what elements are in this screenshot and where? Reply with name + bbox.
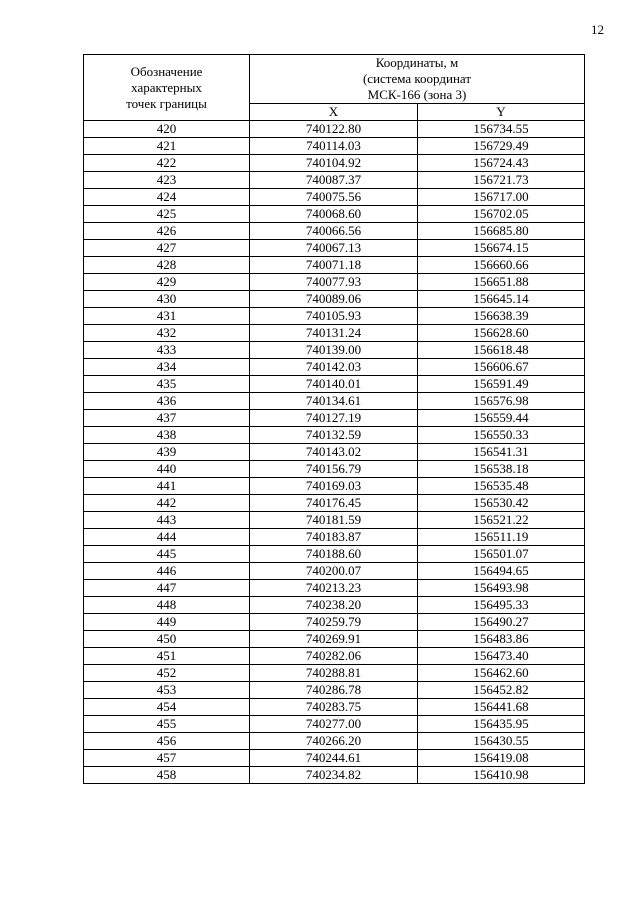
- x-coordinate-cell: 740142.03: [250, 359, 418, 376]
- y-coordinate-cell: 156628.60: [418, 325, 585, 342]
- x-coordinate-cell: 740288.81: [250, 665, 418, 682]
- table-row: [84, 342, 585, 359]
- x-coordinate-cell: 740067.13: [250, 240, 418, 257]
- x-coordinate-cell: 740127.19: [250, 410, 418, 427]
- y-coordinate-cell: 156576.98: [418, 393, 585, 410]
- point-number-cell: 447: [84, 580, 250, 597]
- y-column-header: Y: [418, 104, 585, 121]
- table-row: [84, 325, 585, 342]
- x-coordinate-cell: 740122.80: [250, 121, 418, 138]
- y-coordinate-cell: 156717.00: [418, 189, 585, 206]
- table-row: [84, 563, 585, 580]
- y-coordinate-cell: 156511.19: [418, 529, 585, 546]
- y-coordinate-cell: 156541.31: [418, 444, 585, 461]
- table-row: [84, 614, 585, 631]
- y-coordinate-cell: 156435.95: [418, 716, 585, 733]
- table-row: [84, 444, 585, 461]
- y-coordinate-cell: 156618.48: [418, 342, 585, 359]
- x-coordinate-cell: 740087.37: [250, 172, 418, 189]
- x-coordinate-cell: 740105.93: [250, 308, 418, 325]
- table-row: [84, 767, 585, 784]
- y-coordinate-cell: 156538.18: [418, 461, 585, 478]
- point-number-cell: 451: [84, 648, 250, 665]
- point-number-cell: 423: [84, 172, 250, 189]
- y-coordinate-cell: 156493.98: [418, 580, 585, 597]
- y-coordinate-cell: 156490.27: [418, 614, 585, 631]
- x-coordinate-cell: 740200.07: [250, 563, 418, 580]
- y-coordinate-cell: 156734.55: [418, 121, 585, 138]
- y-coordinate-cell: 156559.44: [418, 410, 585, 427]
- point-number-cell: 429: [84, 274, 250, 291]
- point-number-cell: 441: [84, 478, 250, 495]
- x-coordinate-cell: 740068.60: [250, 206, 418, 223]
- y-coordinate-cell: 156550.33: [418, 427, 585, 444]
- table-row: [84, 461, 585, 478]
- table-row: [84, 172, 585, 189]
- x-column-header: X: [250, 104, 418, 121]
- x-coordinate-cell: 740134.61: [250, 393, 418, 410]
- table-row: [84, 274, 585, 291]
- x-coordinate-cell: 740176.45: [250, 495, 418, 512]
- point-number-cell: 454: [84, 699, 250, 716]
- table-row: [84, 359, 585, 376]
- coords-label-line: Координаты, м: [375, 55, 459, 70]
- coordinates-table: [83, 54, 585, 784]
- y-coordinate-cell: 156462.60: [418, 665, 585, 682]
- point-number-cell: 430: [84, 291, 250, 308]
- point-number-cell: 435: [84, 376, 250, 393]
- point-number-cell: 436: [84, 393, 250, 410]
- table-row: [84, 121, 585, 138]
- point-number-cell: 432: [84, 325, 250, 342]
- point-number-cell: 434: [84, 359, 250, 376]
- header-row: [84, 55, 585, 104]
- point-number-cell: 445: [84, 546, 250, 563]
- x-coordinate-cell: 740132.59: [250, 427, 418, 444]
- y-coordinate-cell: 156452.82: [418, 682, 585, 699]
- x-coordinate-cell: 740077.93: [250, 274, 418, 291]
- x-coordinate-cell: 740156.79: [250, 461, 418, 478]
- x-coordinate-cell: 740244.61: [250, 750, 418, 767]
- x-coordinate-cell: 740286.78: [250, 682, 418, 699]
- y-coordinate-cell: 156501.07: [418, 546, 585, 563]
- y-coordinate-cell: 156495.33: [418, 597, 585, 614]
- y-coordinate-cell: 156724.43: [418, 155, 585, 172]
- y-coordinate-cell: 156638.39: [418, 308, 585, 325]
- table-row: [84, 597, 585, 614]
- point-number-cell: 458: [84, 767, 250, 784]
- coords-label-line: (система координат: [362, 71, 472, 86]
- table-row: [84, 631, 585, 648]
- point-number-cell: 457: [84, 750, 250, 767]
- y-coordinate-cell: 156702.05: [418, 206, 585, 223]
- x-coordinate-cell: 740140.01: [250, 376, 418, 393]
- x-coordinate-cell: 740269.91: [250, 631, 418, 648]
- point-number-cell: 425: [84, 206, 250, 223]
- point-number-cell: 424: [84, 189, 250, 206]
- table-row: [84, 478, 585, 495]
- table-row: [84, 393, 585, 410]
- table-row: [84, 495, 585, 512]
- y-coordinate-cell: 156473.40: [418, 648, 585, 665]
- x-coordinate-cell: 740266.20: [250, 733, 418, 750]
- x-coordinate-cell: 740169.03: [250, 478, 418, 495]
- table-row: [84, 427, 585, 444]
- table-row: [84, 716, 585, 733]
- point-number-cell: 449: [84, 614, 250, 631]
- point-number-cell: 448: [84, 597, 250, 614]
- x-coordinate-cell: 740089.06: [250, 291, 418, 308]
- point-number-cell: 439: [84, 444, 250, 461]
- point-label-line: точек границы: [126, 95, 207, 111]
- x-coordinate-cell: 740104.92: [250, 155, 418, 172]
- table-row: [84, 257, 585, 274]
- table-row: [84, 580, 585, 597]
- point-number-cell: 433: [84, 342, 250, 359]
- y-coordinate-cell: 156530.42: [418, 495, 585, 512]
- x-coordinate-cell: 740283.75: [250, 699, 418, 716]
- coordinates-header: [250, 55, 585, 104]
- y-coordinate-cell: 156645.14: [418, 291, 585, 308]
- point-number-cell: 444: [84, 529, 250, 546]
- y-coordinate-cell: 156521.22: [418, 512, 585, 529]
- y-coordinate-cell: 156606.67: [418, 359, 585, 376]
- table-row: [84, 665, 585, 682]
- table-row: [84, 410, 585, 427]
- table-row: [84, 682, 585, 699]
- x-coordinate-cell: 740277.00: [250, 716, 418, 733]
- table-row: [84, 648, 585, 665]
- table-body: [84, 121, 585, 784]
- x-coordinate-cell: 740181.59: [250, 512, 418, 529]
- x-coordinate-cell: 740075.56: [250, 189, 418, 206]
- table-row: [84, 376, 585, 393]
- table-row: [84, 206, 585, 223]
- table-header: [84, 55, 585, 121]
- table-row: [84, 750, 585, 767]
- y-coordinate-cell: 156483.86: [418, 631, 585, 648]
- table-row: [84, 546, 585, 563]
- y-coordinate-cell: 156441.68: [418, 699, 585, 716]
- point-number-cell: 427: [84, 240, 250, 257]
- x-coordinate-cell: 740071.18: [250, 257, 418, 274]
- point-number-cell: 446: [84, 563, 250, 580]
- point-number-cell: 422: [84, 155, 250, 172]
- table-row: [84, 512, 585, 529]
- y-coordinate-cell: 156729.49: [418, 138, 585, 155]
- x-coordinate-cell: 740114.03: [250, 138, 418, 155]
- x-coordinate-cell: 740234.82: [250, 767, 418, 784]
- point-number-cell: 455: [84, 716, 250, 733]
- point-label-header: [84, 55, 250, 121]
- table-row: [84, 291, 585, 308]
- point-number-cell: 421: [84, 138, 250, 155]
- y-coordinate-cell: 156591.49: [418, 376, 585, 393]
- x-coordinate-cell: 740282.06: [250, 648, 418, 665]
- point-number-cell: 431: [84, 308, 250, 325]
- table-row: [84, 699, 585, 716]
- x-coordinate-cell: 740139.00: [250, 342, 418, 359]
- point-number-cell: 437: [84, 410, 250, 427]
- y-coordinate-cell: 156535.48: [418, 478, 585, 495]
- point-number-cell: 452: [84, 665, 250, 682]
- point-number-cell: 450: [84, 631, 250, 648]
- y-coordinate-cell: 156410.98: [418, 767, 585, 784]
- point-label-line: характерных: [131, 79, 202, 95]
- point-number-cell: 420: [84, 121, 250, 138]
- y-coordinate-cell: 156660.66: [418, 257, 585, 274]
- x-coordinate-cell: 740188.60: [250, 546, 418, 563]
- point-number-cell: 438: [84, 427, 250, 444]
- table-row: [84, 155, 585, 172]
- table-row: [84, 308, 585, 325]
- point-number-cell: 442: [84, 495, 250, 512]
- point-number-cell: 426: [84, 223, 250, 240]
- y-coordinate-cell: 156419.08: [418, 750, 585, 767]
- x-coordinate-cell: 740259.79: [250, 614, 418, 631]
- point-number-cell: 443: [84, 512, 250, 529]
- y-coordinate-cell: 156721.73: [418, 172, 585, 189]
- x-coordinate-cell: 740143.02: [250, 444, 418, 461]
- point-label-line: Обозначение: [130, 63, 203, 79]
- y-coordinate-cell: 156494.65: [418, 563, 585, 580]
- y-coordinate-cell: 156651.88: [418, 274, 585, 291]
- table-row: [84, 189, 585, 206]
- y-coordinate-cell: 156430.55: [418, 733, 585, 750]
- x-coordinate-cell: 740213.23: [250, 580, 418, 597]
- table-row: [84, 223, 585, 240]
- point-number-cell: 453: [84, 682, 250, 699]
- x-coordinate-cell: 740238.20: [250, 597, 418, 614]
- x-coordinate-cell: 740183.87: [250, 529, 418, 546]
- table-row: [84, 240, 585, 257]
- x-coordinate-cell: 740066.56: [250, 223, 418, 240]
- page-number: 12: [591, 22, 604, 37]
- point-number-cell: 456: [84, 733, 250, 750]
- y-coordinate-cell: 156674.15: [418, 240, 585, 257]
- point-number-cell: 428: [84, 257, 250, 274]
- y-coordinate-cell: 156685.80: [418, 223, 585, 240]
- point-number-cell: 440: [84, 461, 250, 478]
- table-row: [84, 529, 585, 546]
- table-row: [84, 733, 585, 750]
- coords-label-line: МСК-166 (зона 3): [367, 87, 467, 102]
- table-row: [84, 138, 585, 155]
- x-coordinate-cell: 740131.24: [250, 325, 418, 342]
